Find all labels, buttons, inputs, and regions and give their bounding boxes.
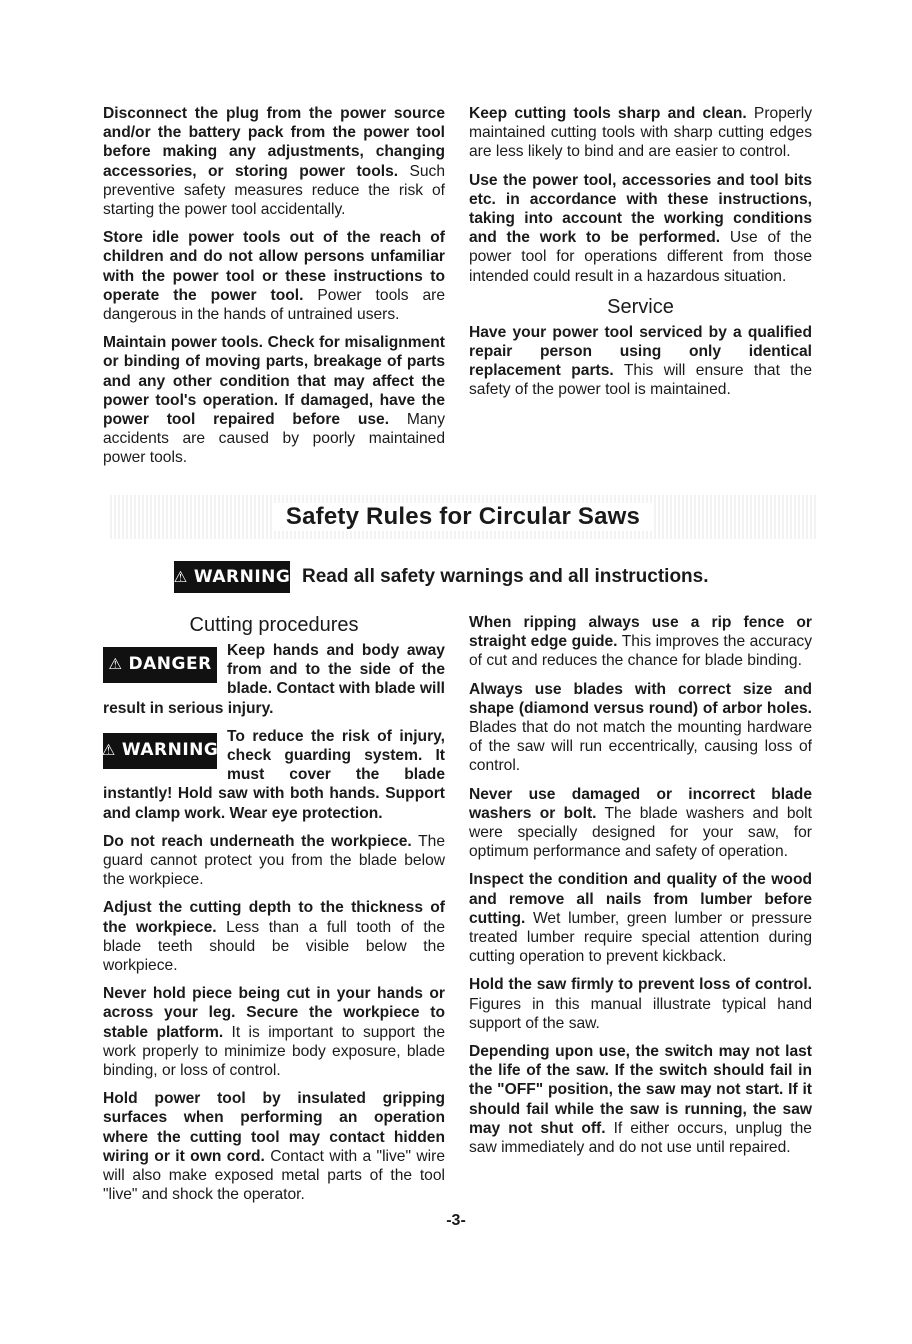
paragraph-inspect-wood: Inspect the condition and quality of the wood and remove all nails from lumber before cutting. Wet lumber, green lumber or pressure treated lumber require special attention during cutting operation to prevent kickback. xyxy=(469,871,812,966)
cutting-procedures-heading: Cutting procedures xyxy=(189,614,359,636)
warning-badge-2: ⚠ WARNING xyxy=(103,733,217,769)
warning-line-text: Read all safety warnings and all instructions. xyxy=(302,566,709,587)
warning-badge: ⚠ WARNING xyxy=(174,561,290,593)
warning-triangle-icon: ⚠ xyxy=(173,568,188,586)
paragraph-insulated-grip: Hold power tool by insulated gripping surfaces when performing an operation where the cutting tool may contact hidden wiring or it own cord. Contact with a "live" wire will also make exposed metal parts of the tool "live" and shock the operator. xyxy=(103,1090,445,1204)
warning-paragraph: ⚠ WARNING To reduce the risk of injury, check guarding system. It must cover the blade instantly! Hold saw with both hands. Support and clamp work. Wear eye protection. xyxy=(101,727,445,822)
page-number: -3- xyxy=(446,1212,466,1229)
circular-saw-column-right xyxy=(469,613,812,1166)
paragraph-secure-workpiece: Never hold piece being cut in your hands or across your leg. Secure the workpiece to stable platform. It is important to support the work properly to minimize body exposure, blade binding, or loss of control. xyxy=(103,985,446,1080)
general-safety-column-right xyxy=(469,104,812,409)
paragraph-disconnect-plug: Disconnect the plug from the power source and/or the battery pack from the power tool before making any adjustments, changing accessories, or storing power tools. Such preventive safety measures reduce the risk of starting the power tool accidentally. xyxy=(103,105,445,219)
danger-badge: ⚠ DANGER xyxy=(103,647,217,683)
paragraph-service: Have your power tool serviced by a qualified repair person using only identical replacement parts. This will ensure that the safety of the power tool is maintained. xyxy=(469,323,812,399)
paragraph-hold-firmly: Hold the saw firmly to prevent loss of control. Figures in this manual illustrate typical hand support of the saw. xyxy=(469,976,812,1032)
general-safety-column-left xyxy=(103,104,445,477)
paragraph-arbor-holes: Always use blades with correct size and shape (diamond versus round) of arbor holes. Blades that do not match the mounting hardware of the saw will run eccentrically, causing loss of control. xyxy=(469,680,812,775)
read-instructions-warning xyxy=(174,560,709,594)
warning-triangle-icon-2: ⚠ xyxy=(101,741,116,760)
paragraph-rip-fence: When ripping always use a rip fence or straight edge guide. This improves the accuracy of cut and reduces the chance for blade binding. xyxy=(469,614,813,670)
paragraph-switch-life: Depending upon use, the switch may not last the life of the saw. If the switch should fail in the "OFF" position, the saw may not start. If it should fail while the saw is running, the saw may not shut off. If either occurs, unplug the saw immediately and do not use until repaired. xyxy=(469,1043,812,1157)
service-heading: Service xyxy=(607,295,674,318)
section-banner xyxy=(110,495,816,539)
paragraph-store-idle-tools: Store idle power tools out of the reach of children and do not allow persons unfamiliar with the power tool or these instructions to operate the power tool. Power tools are dangerous in the hands of untrained users. xyxy=(103,229,445,324)
paragraph-maintain-tools: Maintain power tools. Check for misalignment or binding of moving parts, breakage of parts and any other condition that may affect the power tool's operation. If damaged, have the power tool repaired before use. Many accidents are caused by poorly maintained power tools. xyxy=(103,334,445,467)
circular-saw-column-left xyxy=(103,613,445,1213)
section-title: Safety Rules for Circular Saws xyxy=(274,503,652,531)
paragraph-reach-underneath: Do not reach underneath the workpiece. The guard cannot protect you from the blade below the workpiece. xyxy=(103,832,445,889)
paragraph-cutting-depth: Adjust the cutting depth to the thickness of the workpiece. Less than a full tooth of the blade teeth should be visible below the workpiece. xyxy=(103,899,445,975)
paragraph-use-per-instructions: Use the power tool, accessories and tool bits etc. in accordance with these instructions, taking into account the working conditions and the work to be performed. Use of the power tool for operations different from those intended could result in a hazardous situation. xyxy=(469,171,812,285)
danger-paragraph: ⚠ DANGER Keep hands and body away from and to the side of the blade. Contact with blade will result in serious injury. xyxy=(103,642,445,717)
paragraph-blade-washers: Never use damaged or incorrect blade washers or bolt. The blade washers and bolt were specially designed for your saw, for optimum performance and safety of operation. xyxy=(469,785,812,861)
danger-triangle-icon: ⚠ xyxy=(108,655,123,674)
paragraph-keep-tools-sharp: Keep cutting tools sharp and clean. Properly maintained cutting tools with sharp cutting edges are less likely to bind and are easier to control. xyxy=(469,105,812,161)
